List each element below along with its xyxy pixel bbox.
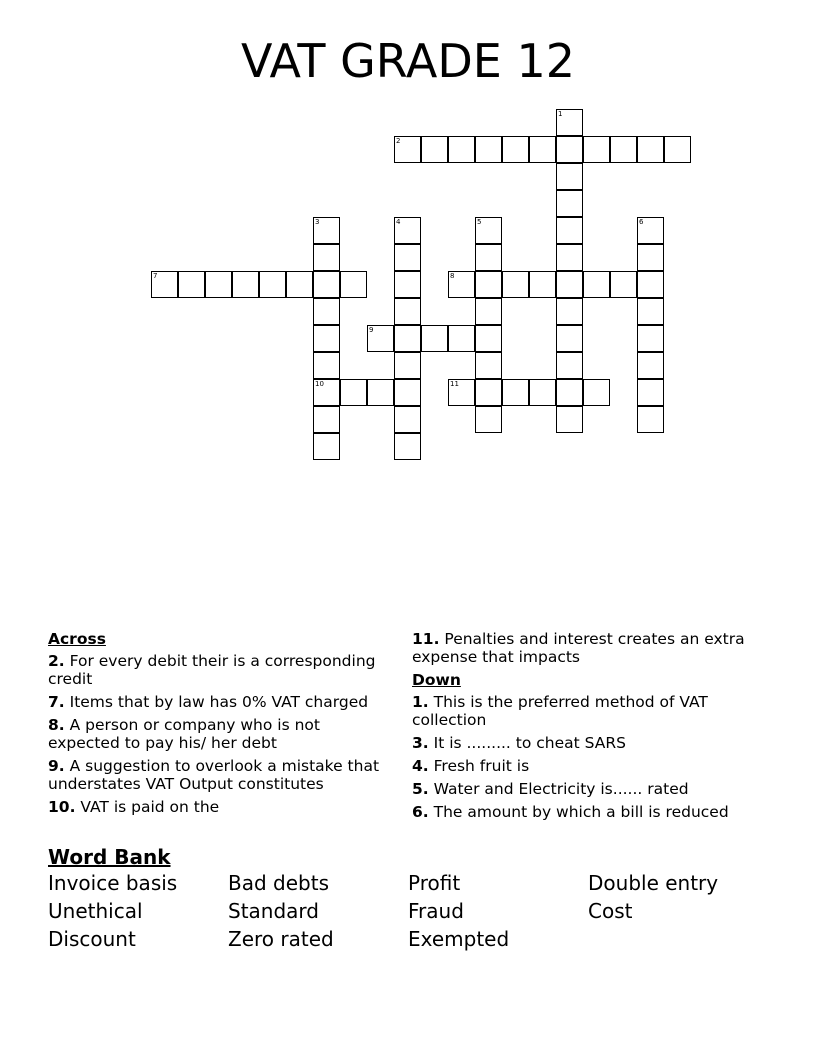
- clues-left-column: [48, 630, 393, 821]
- grid-cell[interactable]: [367, 325, 394, 352]
- grid-cell[interactable]: [448, 271, 475, 298]
- grid-cell[interactable]: [475, 379, 502, 406]
- grid-cell[interactable]: [637, 298, 664, 325]
- grid-cell[interactable]: [205, 271, 232, 298]
- cell-number: 4: [396, 218, 401, 226]
- grid-cell[interactable]: [340, 379, 367, 406]
- cell-number: 7: [153, 272, 158, 280]
- grid-cell[interactable]: [475, 406, 502, 433]
- clue-text: Penalties and interest creates an extra expense that impacts: [412, 630, 745, 666]
- grid-cell[interactable]: [475, 217, 502, 244]
- clue-across-10: [48, 798, 393, 816]
- word-bank-item: Double entry: [588, 871, 719, 895]
- clue-number: 4.: [412, 757, 429, 775]
- grid-cell[interactable]: [637, 325, 664, 352]
- word-bank: [48, 845, 788, 951]
- grid-cell[interactable]: [556, 163, 583, 190]
- grid-cell[interactable]: [637, 136, 664, 163]
- grid-cell[interactable]: [529, 379, 556, 406]
- across-heading: Across: [48, 630, 106, 648]
- grid-cell[interactable]: [637, 244, 664, 271]
- grid-cell[interactable]: [502, 379, 529, 406]
- clue-across-7: [48, 693, 393, 711]
- clue-across-11: [412, 630, 752, 666]
- clue-text: Water and Electricity is...... rated: [433, 780, 689, 798]
- grid-cell[interactable]: [556, 298, 583, 325]
- grid-cell[interactable]: [475, 325, 502, 352]
- grid-cell[interactable]: [556, 271, 583, 298]
- grid-cell[interactable]: [367, 379, 394, 406]
- grid-cell[interactable]: [313, 244, 340, 271]
- grid-cell[interactable]: [637, 379, 664, 406]
- word-bank-item: Invoice basis: [48, 871, 178, 895]
- clue-down-5: [412, 780, 752, 798]
- grid-cell[interactable]: [313, 352, 340, 379]
- grid-cell[interactable]: [556, 406, 583, 433]
- grid-cell[interactable]: [637, 217, 664, 244]
- clue-down-3: [412, 734, 752, 752]
- grid-cell[interactable]: [448, 379, 475, 406]
- clue-text: Items that by law has 0% VAT charged: [69, 693, 369, 711]
- cell-number: 10: [315, 380, 324, 388]
- grid-cell[interactable]: [394, 325, 421, 352]
- cell-number: 2: [396, 137, 401, 145]
- clue-text: VAT is paid on the: [80, 798, 220, 816]
- grid-cell[interactable]: [637, 406, 664, 433]
- grid-cell[interactable]: [664, 136, 691, 163]
- cell-number: 9: [369, 326, 374, 334]
- grid-cell[interactable]: [502, 136, 529, 163]
- grid-cell[interactable]: [313, 433, 340, 460]
- grid-cell[interactable]: [556, 244, 583, 271]
- word-bank-item: Bad debts: [228, 871, 329, 895]
- grid-cell[interactable]: [394, 136, 421, 163]
- clue-number: 5.: [412, 780, 429, 798]
- grid-cell[interactable]: [556, 217, 583, 244]
- clue-text: For every debit their is a corresponding credit: [48, 652, 376, 688]
- word-bank-item: Zero rated: [228, 927, 334, 951]
- cell-number: 3: [315, 218, 320, 226]
- grid-cell[interactable]: [394, 433, 421, 460]
- grid-cell[interactable]: [313, 217, 340, 244]
- clue-number: 1.: [412, 693, 429, 711]
- grid-cell[interactable]: [583, 136, 610, 163]
- clue-across-8: [48, 716, 393, 752]
- grid-cell[interactable]: [583, 379, 610, 406]
- grid-cell[interactable]: [529, 271, 556, 298]
- grid-cell[interactable]: [448, 325, 475, 352]
- clue-across-2: [48, 652, 393, 688]
- grid-cell[interactable]: [313, 406, 340, 433]
- grid-cell[interactable]: [475, 136, 502, 163]
- grid-cell[interactable]: [502, 271, 529, 298]
- grid-cell[interactable]: [475, 271, 502, 298]
- clue-down-1: [412, 693, 752, 729]
- clue-text: Fresh fruit is: [433, 757, 530, 775]
- cell-number: 6: [639, 218, 644, 226]
- word-bank-title: Word Bank: [48, 845, 171, 869]
- grid-cell[interactable]: [556, 352, 583, 379]
- word-bank-list: [48, 871, 788, 951]
- grid-cell[interactable]: [421, 325, 448, 352]
- grid-cell[interactable]: [178, 271, 205, 298]
- clue-text: A person or company who is not expected to pay his/ her debt: [48, 716, 320, 752]
- grid-cell[interactable]: [394, 298, 421, 325]
- cell-number: 11: [450, 380, 459, 388]
- grid-cell[interactable]: [286, 271, 313, 298]
- word-bank-item: Exempted: [408, 927, 510, 951]
- grid-cell[interactable]: [637, 271, 664, 298]
- grid-cell[interactable]: [556, 379, 583, 406]
- grid-cell[interactable]: [556, 325, 583, 352]
- word-bank-item: Profit: [408, 871, 461, 895]
- grid-cell[interactable]: [556, 136, 583, 163]
- grid-cell[interactable]: [394, 406, 421, 433]
- word-bank-item: Discount: [48, 927, 136, 951]
- grid-cell[interactable]: [394, 352, 421, 379]
- grid-cell[interactable]: [259, 271, 286, 298]
- grid-cell[interactable]: [313, 271, 340, 298]
- crossword-grid: [0, 0, 816, 470]
- clue-text: The amount by which a bill is reduced: [433, 803, 729, 821]
- clue-number: 8.: [48, 716, 65, 734]
- word-bank-item: Standard: [228, 899, 319, 923]
- grid-cell[interactable]: [637, 352, 664, 379]
- grid-cell[interactable]: [313, 298, 340, 325]
- grid-cell[interactable]: [583, 271, 610, 298]
- clue-number: 10.: [48, 798, 76, 816]
- grid-cell[interactable]: [151, 271, 178, 298]
- clue-down-4: [412, 757, 752, 775]
- grid-cell[interactable]: [448, 136, 475, 163]
- clue-number: 11.: [412, 630, 440, 648]
- cell-number: 8: [450, 272, 455, 280]
- grid-cell[interactable]: [529, 136, 556, 163]
- clue-number: 7.: [48, 693, 65, 711]
- grid-cell[interactable]: [610, 271, 637, 298]
- grid-cell[interactable]: [475, 352, 502, 379]
- grid-cell[interactable]: [556, 190, 583, 217]
- grid-cell[interactable]: [475, 244, 502, 271]
- down-heading: Down: [412, 671, 461, 689]
- grid-cell[interactable]: [313, 379, 340, 406]
- cell-number: 1: [558, 110, 563, 118]
- grid-cell[interactable]: [421, 136, 448, 163]
- clue-text: It is ......... to cheat SARS: [433, 734, 626, 752]
- grid-cell[interactable]: [313, 325, 340, 352]
- clue-text: This is the preferred method of VAT collection: [412, 693, 708, 729]
- grid-cell[interactable]: [340, 271, 367, 298]
- puzzle-title: VAT GRADE 12: [241, 34, 575, 88]
- grid-cell[interactable]: [394, 217, 421, 244]
- clue-number: 2.: [48, 652, 65, 670]
- clue-number: 3.: [412, 734, 429, 752]
- cell-number: 5: [477, 218, 482, 226]
- grid-cell[interactable]: [475, 298, 502, 325]
- clue-number: 9.: [48, 757, 65, 775]
- clue-number: 6.: [412, 803, 429, 821]
- clues-right-column: [412, 630, 752, 826]
- clue-across-9: [48, 757, 393, 793]
- grid-cell[interactable]: [556, 109, 583, 136]
- word-bank-item: Fraud: [408, 899, 464, 923]
- grid-cell[interactable]: [232, 271, 259, 298]
- grid-cell[interactable]: [394, 244, 421, 271]
- grid-cell[interactable]: [394, 379, 421, 406]
- grid-cell[interactable]: [394, 271, 421, 298]
- clue-down-6: [412, 803, 752, 821]
- clue-text: A suggestion to overlook a mistake that understates VAT Output constitutes: [48, 757, 380, 793]
- word-bank-item: Unethical: [48, 899, 143, 923]
- grid-cell[interactable]: [610, 136, 637, 163]
- word-bank-item: Cost: [588, 899, 633, 923]
